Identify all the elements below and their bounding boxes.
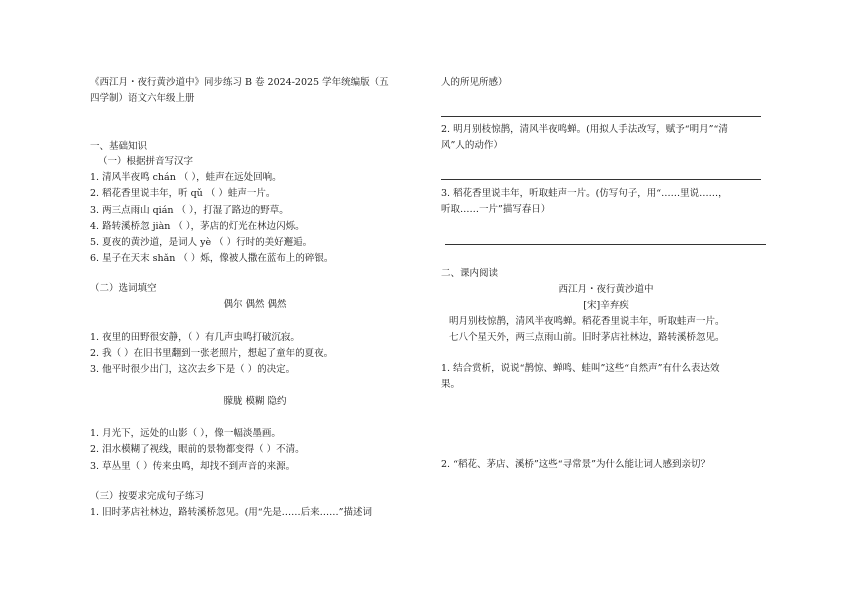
pinyin-item: 2. 稻花香里说丰年，听 qǔ （ ）蛙声一片。 bbox=[90, 188, 276, 199]
section-reading: 二、课内阅读 bbox=[441, 268, 499, 279]
answer-line bbox=[441, 179, 761, 180]
reading-question-2: 2. “稻花、茅店、溪桥”这些“寻常景”为什么能让词人感到亲切？ bbox=[441, 459, 711, 470]
pinyin-item: 5. 夏夜的黄沙道，是词人 yè （ ）行时的美好邂逅。 bbox=[90, 237, 313, 248]
subsection-word-choice: （二）选词填空 bbox=[90, 283, 157, 294]
section-basic-knowledge: 一、基础知识 bbox=[90, 141, 148, 152]
subsection-pinyin: （一）根据拼音写汉字 bbox=[98, 156, 194, 167]
sentence-question-3-cont: 听取……一片”描写春日） bbox=[441, 204, 551, 215]
word-bank-1: 偶尔 偶然 偶然 bbox=[223, 299, 287, 310]
sentence-question-2-cont: 风”人的动作） bbox=[441, 140, 503, 151]
fill-item: 2. 泪水模糊了视线，眼前的景物都变得（ ）不清。 bbox=[90, 444, 305, 455]
fill-item: 1. 月光下，远处的山影（ ），像一幅淡墨画。 bbox=[90, 428, 281, 439]
poem-line: 明月别枝惊鹊，清风半夜鸣蝉。稻花香里说丰年，听取蛙声一片。 bbox=[449, 316, 725, 327]
fill-item: 2. 我（ ）在旧书里翻到一张老照片，想起了童年的夏夜。 bbox=[90, 348, 334, 359]
poem-author: [宋]辛弃疾 bbox=[583, 300, 629, 311]
subsection-sentences: （三）按要求完成句子练习 bbox=[90, 491, 205, 502]
poem-line: 七八个星天外，两三点雨山前。旧时茅店社林边，路转溪桥忽见。 bbox=[449, 332, 725, 343]
worksheet-title-line1: 《西江月・夜行黄沙道中》同步练习 B 卷 2024-2025 学年统编版（五 bbox=[90, 77, 389, 88]
fill-item: 3. 草丛里（ ）传来虫鸣，却找不到声音的来源。 bbox=[90, 461, 296, 472]
worksheet-title-line2: 四学制）语文六年级上册 bbox=[90, 93, 195, 104]
sentence-question-1: 1. 旧时茅店社林边，路转溪桥忽见。(用“先是……后来……”描述词 bbox=[90, 507, 373, 518]
answer-line bbox=[441, 116, 761, 117]
sentence-question-1-cont: 人的所见所感） bbox=[441, 77, 508, 88]
reading-question-1: 1. 结合赏析，说说“鹊惊、蝉鸣、蛙叫”这些“自然声”有什么表达效 bbox=[441, 363, 720, 374]
fill-item: 1. 夜里的田野很安静，（ ）有几声虫鸣打破沉寂。 bbox=[90, 332, 300, 343]
answer-line bbox=[445, 244, 766, 245]
sentence-question-2: 2. 明月别枝惊鹊，清风半夜鸣蝉。(用拟人手法改写，赋予“明月”“清 bbox=[441, 124, 728, 135]
pinyin-item: 3. 两三点雨山 qián （ ），打湿了路边的野草。 bbox=[90, 205, 289, 216]
pinyin-item: 1. 清风半夜鸣 chán （ ），蛙声在远处回响。 bbox=[90, 172, 282, 183]
pinyin-item: 6. 星子在天末 shǎn （ ）烁，像被人撒在蓝布上的碎银。 bbox=[90, 253, 334, 264]
fill-item: 3. 他平时很少出门，这次去乡下是（ ）的决定。 bbox=[90, 364, 296, 375]
sentence-question-3: 3. 稻花香里说丰年，听取蛙声一片。(仿写句子，用“……里说……， bbox=[441, 188, 728, 199]
word-bank-2: 朦胧 模糊 隐约 bbox=[223, 396, 287, 407]
pinyin-item: 4. 路转溪桥忽 jiàn （ ），茅店的灯光在林边闪烁。 bbox=[90, 221, 305, 232]
poem-title: 西江月・夜行黄沙道中 bbox=[558, 284, 654, 295]
reading-question-1-cont: 果。 bbox=[441, 379, 461, 390]
